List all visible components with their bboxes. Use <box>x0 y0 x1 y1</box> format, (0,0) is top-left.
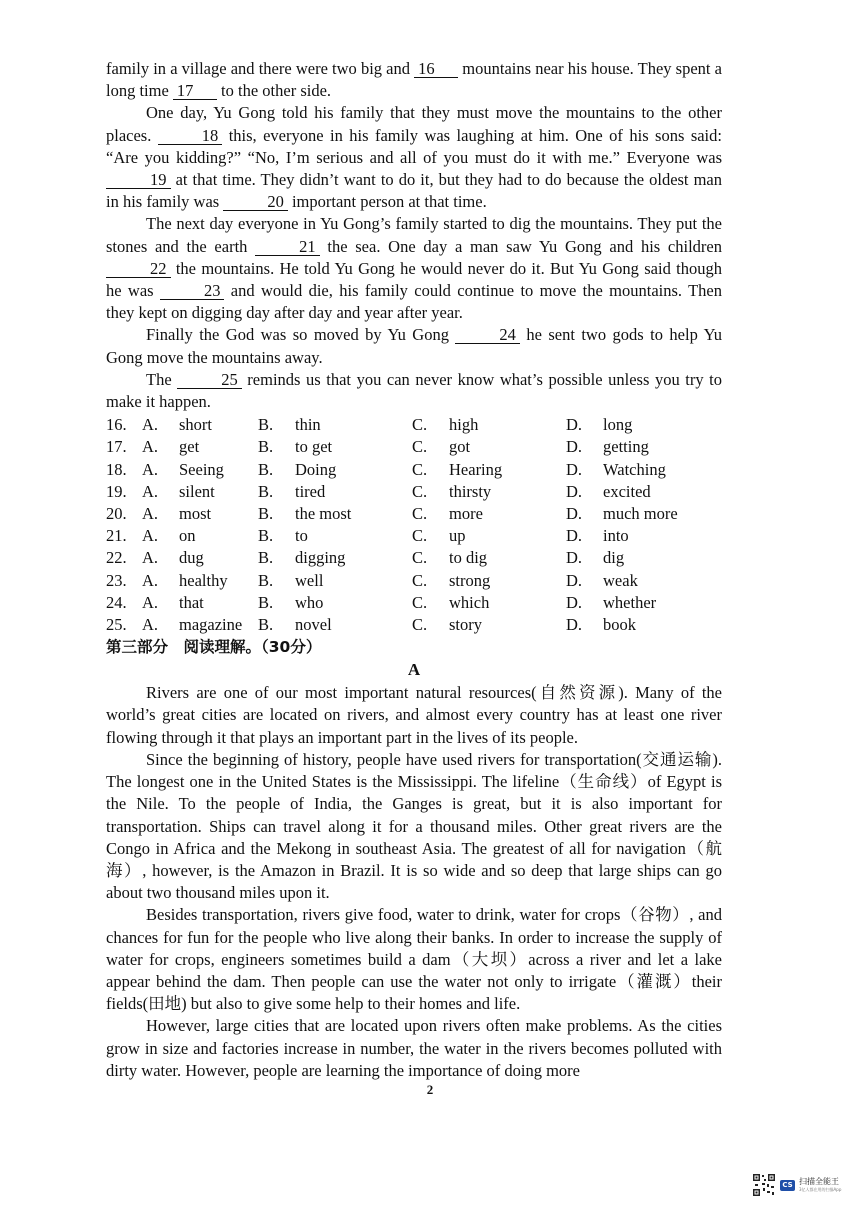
choice-letter: D. <box>566 437 583 457</box>
choice-letter: C. <box>412 437 428 457</box>
option-row <box>106 481 722 503</box>
choice-letter: A. <box>142 548 159 568</box>
option-choice <box>566 547 716 569</box>
option-choice <box>258 414 412 436</box>
blank-17: 17 <box>173 82 217 100</box>
choice-letter: B. <box>258 615 274 635</box>
watermark-tagline: 3亿人都在用的扫描App <box>799 1187 842 1192</box>
passage-paragraph: Since the beginning of history, people have used rivers for transportation(交通运输). The longest one in the United States is the Mississippi. The lifeline（生命线）of Egypt is the Nile. To the people of India, the Ganges is great, but it is also important for transportation. Ships can travel along it for a thousand miles. Other great rivers are the Congo in Africa and the Mekong in southeast Asia. The greatest of all for navigation（航海）, however, is the Amazon in Brazil. It is so wide and so deep that large ships can go about two thousand miles upon it. <box>106 749 722 903</box>
option-choice <box>142 414 258 436</box>
choice-text: to dig <box>449 548 488 568</box>
choice-text: to get <box>295 437 333 457</box>
choice-text: on <box>179 526 196 546</box>
option-choice <box>412 481 566 503</box>
option-choice <box>566 525 716 547</box>
choice-letter: C. <box>412 459 428 479</box>
choice-letter: B. <box>258 504 274 524</box>
option-choice <box>142 436 258 458</box>
page-number: 2 <box>426 1082 434 1097</box>
question-number: 16. <box>106 415 127 435</box>
option-choice <box>412 614 566 636</box>
option-choice <box>258 614 412 636</box>
choice-letter: D. <box>566 459 583 479</box>
question-number: 24. <box>106 592 127 612</box>
option-choice <box>258 481 412 503</box>
option-row <box>106 414 722 436</box>
choice-text: story <box>449 615 482 635</box>
option-choice <box>412 525 566 547</box>
option-choice <box>258 503 412 525</box>
choice-text: which <box>449 592 490 612</box>
choice-letter: A. <box>142 481 159 501</box>
cloze-options <box>106 414 722 636</box>
option-choice <box>566 503 716 525</box>
choice-text: silent <box>179 481 215 501</box>
option-choice <box>566 481 716 503</box>
question-number: 17. <box>106 437 127 457</box>
choice-text: thirsty <box>449 481 492 501</box>
option-choice <box>258 525 412 547</box>
option-choice <box>566 459 716 481</box>
cloze-paragraph <box>106 324 722 368</box>
choice-letter: C. <box>412 481 428 501</box>
text-segment: to the other side. <box>216 81 332 101</box>
choice-text: into <box>603 526 629 546</box>
choice-text: thin <box>295 415 321 435</box>
choice-letter: C. <box>412 592 428 612</box>
choice-text: dig <box>603 548 625 568</box>
choice-text: magazine <box>179 615 243 635</box>
blank-23: 23 <box>160 282 225 300</box>
choice-letter: B. <box>258 570 274 590</box>
option-row <box>106 525 722 547</box>
choice-text: that <box>179 592 204 612</box>
choice-text: strong <box>449 570 491 590</box>
watermark-name: 扫描全能王 <box>799 1177 839 1186</box>
option-choice <box>142 592 258 614</box>
option-choice <box>142 525 258 547</box>
option-choice <box>258 592 412 614</box>
choice-letter: C. <box>412 548 428 568</box>
passage-paragraph: Rivers are one of our most important natural resources(自然资源). Many of the world’s great cities are located on rivers, and almost every country has at least one river flowing through it that plays an important part in the lives of its people. <box>106 683 722 747</box>
cloze-paragraph <box>106 213 722 324</box>
choice-text: the most <box>295 504 352 524</box>
question-number: 20. <box>106 504 127 524</box>
text-segment: the mountains. He told Yu Gong he would never do it. But Yu Gong said though he was <box>106 258 722 301</box>
choice-letter: A. <box>142 415 159 435</box>
choice-letter: C. <box>412 504 428 524</box>
option-choice <box>412 592 566 614</box>
choice-text: short <box>179 415 212 435</box>
passage-paragraph: Besides transportation, rivers give food, water to drink, water for crops（谷物）, and chances for fun for the people who live along their banks. In order to increase the supply of water for crops, engineers sometimes build a dam（大坝）across a river and let a lake appear behind the dam. Then people can use the water not only to irrigate（灌溉）their fields(田地) but also to give some help to their homes and life. <box>106 905 722 1014</box>
blank-22: 22 <box>106 260 171 278</box>
choice-text: Hearing <box>449 459 503 479</box>
option-choice <box>566 436 716 458</box>
option-row <box>106 614 722 636</box>
option-row <box>106 592 722 614</box>
text-segment: mountains near his house. They spent a long time <box>106 59 722 101</box>
option-row <box>106 459 722 481</box>
text-segment: and would die, his family could continue to move the mountains. Then they kept on digging day after day and year after year. <box>106 281 722 323</box>
passage-paragraph: However, large cities that are located upon rivers often make problems. As the cities grow in size and factories increase in number, the water in the rivers becomes polluted with dirty water. However, people are learning the importance of doing more <box>106 1016 722 1080</box>
choice-letter: D. <box>566 548 583 568</box>
choice-letter: A. <box>142 570 159 590</box>
option-choice <box>258 459 412 481</box>
option-choice <box>142 503 258 525</box>
choice-letter: B. <box>258 526 274 546</box>
choice-letter: D. <box>566 615 583 635</box>
choice-text: up <box>449 526 466 546</box>
option-row <box>106 503 722 525</box>
choice-letter: A. <box>142 504 159 524</box>
option-row <box>106 436 722 458</box>
choice-text: getting <box>603 437 649 457</box>
option-choice <box>142 481 258 503</box>
choice-letter: C. <box>412 615 428 635</box>
choice-letter: B. <box>258 481 274 501</box>
choice-text: novel <box>295 615 332 635</box>
choice-letter: A. <box>142 592 159 612</box>
section-heading: 第三部分 阅读理解。（30分） <box>106 638 322 657</box>
option-choice <box>258 436 412 458</box>
choice-letter: B. <box>258 548 274 568</box>
choice-letter: D. <box>566 592 583 612</box>
camscanner-logo: CS <box>780 1180 795 1191</box>
choice-text: more <box>449 504 483 524</box>
blank-20: 20 <box>223 193 288 211</box>
choice-letter: B. <box>258 415 274 435</box>
text-segment: he sent two gods to help Yu Gong move the mountains away. <box>106 325 722 367</box>
choice-text: weak <box>603 570 638 590</box>
option-choice <box>566 614 716 636</box>
choice-letter: A. <box>142 615 159 635</box>
exam-page <box>106 58 722 1082</box>
blank-24: 24 <box>455 326 520 344</box>
choice-text: much more <box>603 504 678 524</box>
option-choice <box>412 459 566 481</box>
choice-text: long <box>603 415 633 435</box>
cloze-paragraph <box>106 58 722 102</box>
choice-letter: C. <box>412 570 428 590</box>
question-number: 25. <box>106 615 127 635</box>
blank-21: 21 <box>255 238 320 256</box>
option-choice <box>566 570 716 592</box>
qr-code-icon <box>752 1173 776 1197</box>
option-choice <box>412 503 566 525</box>
choice-text: tired <box>295 481 326 501</box>
choice-letter: D. <box>566 570 583 590</box>
choice-text: digging <box>295 548 346 568</box>
option-row <box>106 570 722 592</box>
choice-letter: C. <box>412 415 428 435</box>
passage-letter: A <box>407 660 421 680</box>
choice-letter: C. <box>412 526 428 546</box>
choice-text: excited <box>603 481 651 501</box>
choice-letter: B. <box>258 459 274 479</box>
choice-letter: B. <box>258 592 274 612</box>
text-segment: at that time. They didn’t want to do it, but they had to do because the oldest man in his family was <box>106 170 722 212</box>
question-number: 22. <box>106 548 127 568</box>
choice-text: Doing <box>295 459 337 479</box>
option-choice <box>566 414 716 436</box>
reading-passage <box>106 682 722 1082</box>
choice-letter: D. <box>566 481 583 501</box>
text-segment: One day, Yu Gong told his family that they must move the mountains to the other places. <box>106 103 722 145</box>
option-choice <box>142 570 258 592</box>
choice-text: who <box>295 592 324 612</box>
question-number: 19. <box>106 481 127 501</box>
choice-letter: A. <box>142 437 159 457</box>
question-number: 18. <box>106 459 127 479</box>
text-segment: the sea. One day a man saw Yu Gong and his children <box>319 236 722 256</box>
option-choice <box>412 414 566 436</box>
choice-text: high <box>449 415 479 435</box>
choice-text: Seeing <box>179 459 224 479</box>
choice-letter: A. <box>142 459 159 479</box>
option-choice <box>142 459 258 481</box>
scanner-watermark <box>752 1170 846 1200</box>
choice-text: whether <box>603 592 657 612</box>
question-number: 21. <box>106 526 127 546</box>
choice-text: well <box>295 570 324 590</box>
option-choice <box>566 592 716 614</box>
cloze-passage <box>106 58 722 413</box>
question-number: 23. <box>106 570 127 590</box>
choice-text: Watching <box>603 459 666 479</box>
text-segment: this, everyone in his family was laughing at him. One of his sons said: “Are you kidding?” “No, I’m serious and all of you must do it with me.” Everyone was <box>106 125 722 167</box>
choice-letter: D. <box>566 415 583 435</box>
choice-letter: A. <box>142 526 159 546</box>
blank-18: 18 <box>158 127 223 145</box>
choice-text: dug <box>179 548 204 568</box>
choice-text: to <box>295 526 308 546</box>
text-segment: Finally the God was so moved by Yu Gong <box>146 325 456 345</box>
choice-letter: D. <box>566 526 583 546</box>
option-row <box>106 547 722 569</box>
text-segment: important person at that time. <box>287 192 487 212</box>
option-choice <box>258 570 412 592</box>
choice-text: got <box>449 437 471 457</box>
choice-letter: D. <box>566 504 583 524</box>
option-choice <box>412 547 566 569</box>
choice-text: get <box>179 437 200 457</box>
choice-text: book <box>603 615 636 635</box>
option-choice <box>412 570 566 592</box>
option-choice <box>142 547 258 569</box>
choice-letter: B. <box>258 437 274 457</box>
cloze-paragraph <box>106 369 722 413</box>
choice-text: healthy <box>179 570 228 590</box>
text-segment: The <box>146 369 178 389</box>
text-segment: reminds us that you can never know what’s possible unless you try to make it happen. <box>106 369 722 412</box>
blank-16: 16 <box>414 60 458 78</box>
option-choice <box>258 547 412 569</box>
text-segment: The next day everyone in Yu Gong’s family started to dig the mountains. They put the stones and the earth <box>106 214 722 256</box>
cloze-paragraph <box>106 102 722 213</box>
option-choice <box>142 614 258 636</box>
blank-19: 19 <box>106 171 171 189</box>
text-segment: family in a village and there were two big and <box>106 59 415 78</box>
blank-25: 25 <box>177 371 242 389</box>
option-choice <box>412 436 566 458</box>
choice-text: most <box>179 504 212 524</box>
